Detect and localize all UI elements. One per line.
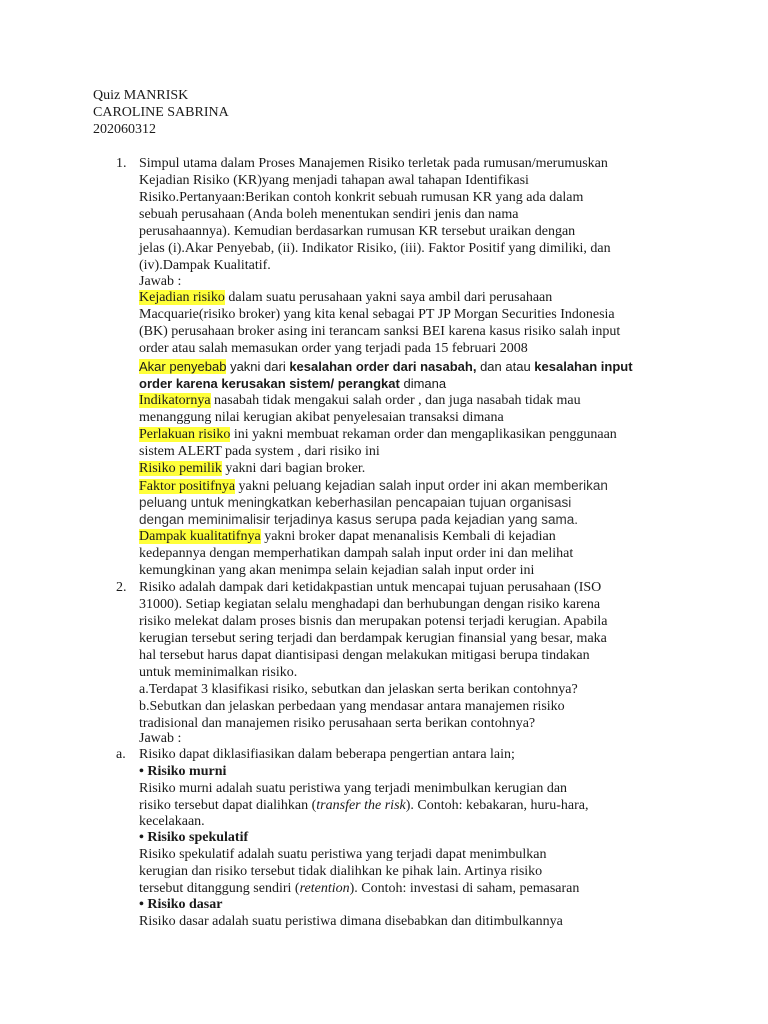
heading-risiko-dasar: • Risiko dasar [139, 897, 223, 912]
answer-a-intro: Risiko dapat diklasifiasikan dalam beberapa pengertian antara lain; [139, 747, 515, 762]
q1-line: Simpul utama dalam Proses Manajemen Risiko terletak pada rumusan/merumuskan [139, 156, 608, 171]
highlight-term: Faktor positifnya [139, 479, 236, 494]
answer-line: (BK) perusahaan broker asing ini terancam sanksi BEI karena kasus risiko salah input [139, 324, 621, 339]
q1-line: Risiko.Pertanyaan:Berikan contoh konkrit sebuah rumusan KR yang ada dalam [139, 190, 584, 205]
answer-line: peluang untuk meningkatkan keberhasilan pencapaian tujuan organisasi [139, 495, 572, 510]
q1-number: 1. [116, 156, 127, 171]
q2-line: b.Sebutkan dan jelaskan perbedaan yang mendasar antara manajemen risiko [139, 699, 565, 714]
q2-line: a.Terdapat 3 klasifikasi risiko, sebutkan dan jelaskan serta berikan contohnya? [139, 682, 578, 697]
q2-line: tradisional dan manajemen risiko perusahaan serta berikan contohnya? [139, 716, 536, 731]
answer-akar-penyebab: Akar penyebab yakni dari kesalahan order dari nasabah, dan atau kesalahan input [139, 359, 633, 374]
highlight-term: Kejadian risiko [139, 290, 225, 305]
heading-risiko-spekulatif: • Risiko spekulatif [139, 830, 249, 845]
answer-line: Risiko murni adalah suatu peristiwa yang terjadi menimbulkan kerugian dan [139, 781, 568, 796]
answer-line: kecelakaan. [139, 814, 205, 829]
highlight-term: Indikatornya [139, 393, 211, 408]
answer-line: kemungkinan yang akan menimpa selain kejadian salah input order ini [139, 563, 535, 578]
quiz-title: Quiz MANRISK [93, 88, 189, 103]
highlight-term: Akar penyebab [139, 359, 227, 374]
q1-line: perusahaannya). Kemudian berdasarkan rumusan KR tersebut uraikan dengan [139, 224, 576, 239]
q2-line: 31000). Setiap kegiatan selalu menghadapi dan berhubungan dengan risiko karena [139, 597, 601, 612]
answer-line: risiko tersebut dapat dialihkan (transfer the risk). Contoh: kebakaran, huru-hara, [139, 798, 589, 813]
answer-risiko-pemilik: Risiko pemilik yakni dari bagian broker. [139, 461, 366, 476]
answer-line: Risiko dasar adalah suatu peristiwa dimana disebabkan dan ditimbulkannya [139, 914, 563, 929]
answer-line: order atau salah memasukan order yang terjadi pada 15 februari 2008 [139, 341, 528, 356]
answer-line: menanggung nilai kerugian akibat penyelesaian transaksi dimana [139, 410, 504, 425]
answer-line: kerugian dan risiko tersebut tidak dialihkan ke pihak lain. Artinya risiko [139, 864, 543, 879]
q1-line: Kejadian Risiko (KR)yang menjadi tahapan awal tahapan Identifikasi [139, 173, 529, 188]
student-name: CAROLINE SABRINA [93, 105, 229, 120]
answer-line: sistem ALERT pada system , dari risiko ini [139, 444, 380, 459]
q2-line: untuk meminimalkan risiko. [139, 665, 298, 680]
highlight-term: Dampak kualitatifnya [139, 529, 261, 544]
jawab-label: Jawab : [139, 731, 182, 746]
q1-line: jelas (i).Akar Penyebab, (ii). Indikator Risiko, (iii). Faktor Positif yang dimiliki, dan [139, 241, 611, 256]
answer-a-label: a. [116, 747, 126, 762]
highlight-term: Perlakuan risiko [139, 427, 231, 442]
q2-line: hal tersebut harus dapat diantisipasi dengan melakukan mitigasi berupa tindakan [139, 648, 590, 663]
highlight-term: Risiko pemilik [139, 461, 222, 476]
student-id: 202060312 [93, 122, 156, 137]
answer-line: kedepannya dengan memperhatikan dampah salah input order ini dan melihat [139, 546, 574, 561]
answer-faktor-positif: Faktor positifnya yakni peluang kejadian salah input order ini akan memberikan [139, 478, 608, 494]
answer-perlakuan-risiko: Perlakuan risiko ini yakni membuat rekaman order dan mengaplikasikan penggunaan [139, 427, 617, 442]
q1-line: (iv).Dampak Kualitatif. [139, 258, 271, 273]
answer-line: Risiko spekulatif adalah suatu peristiwa yang terjadi dapat menimbulkan [139, 847, 547, 862]
q2-number: 2. [116, 580, 127, 595]
q2-line: risiko melekat dalam proses bisnis dan merupakan potensi terjadi kerugian. Apabila [139, 614, 608, 629]
answer-line: dengan meminimalisir terjadinya kasus serupa pada kejadian yang sama. [139, 512, 578, 527]
q2-line: kerugian tersebut sering terjadi dan berdampak kerugian finansial yang besar, maka [139, 631, 607, 646]
answer-line: order karena kerusakan sistem/ perangkat dimana [139, 376, 447, 391]
q2-line: Risiko adalah dampak dari ketidakpastian untuk mencapai tujuan perusahaan (ISO [139, 580, 602, 595]
answer-kejadian-risiko: Kejadian risiko dalam suatu perusahaan yakni saya ambil dari perusahaan [139, 290, 553, 305]
jawab-label: Jawab : [139, 274, 182, 289]
answer-dampak-kualitatif: Dampak kualitatifnya yakni broker dapat menanalisis Kembali di kejadian [139, 529, 556, 544]
heading-risiko-murni: • Risiko murni [139, 764, 227, 779]
answer-line: Macquarie(risiko broker) yang kita kenal sebagai PT JP Morgan Securities Indonesia [139, 307, 615, 322]
answer-line: tersebut ditanggung sendiri (retention). Contoh: investasi di saham, pemasaran [139, 881, 580, 896]
answer-indikator: Indikatornya nasabah tidak mengakui salah order , dan juga nasabah tidak mau [139, 393, 581, 408]
q1-line: sebuah perusahaan (Anda boleh menentukan sendiri jenis dan nama [139, 207, 519, 222]
